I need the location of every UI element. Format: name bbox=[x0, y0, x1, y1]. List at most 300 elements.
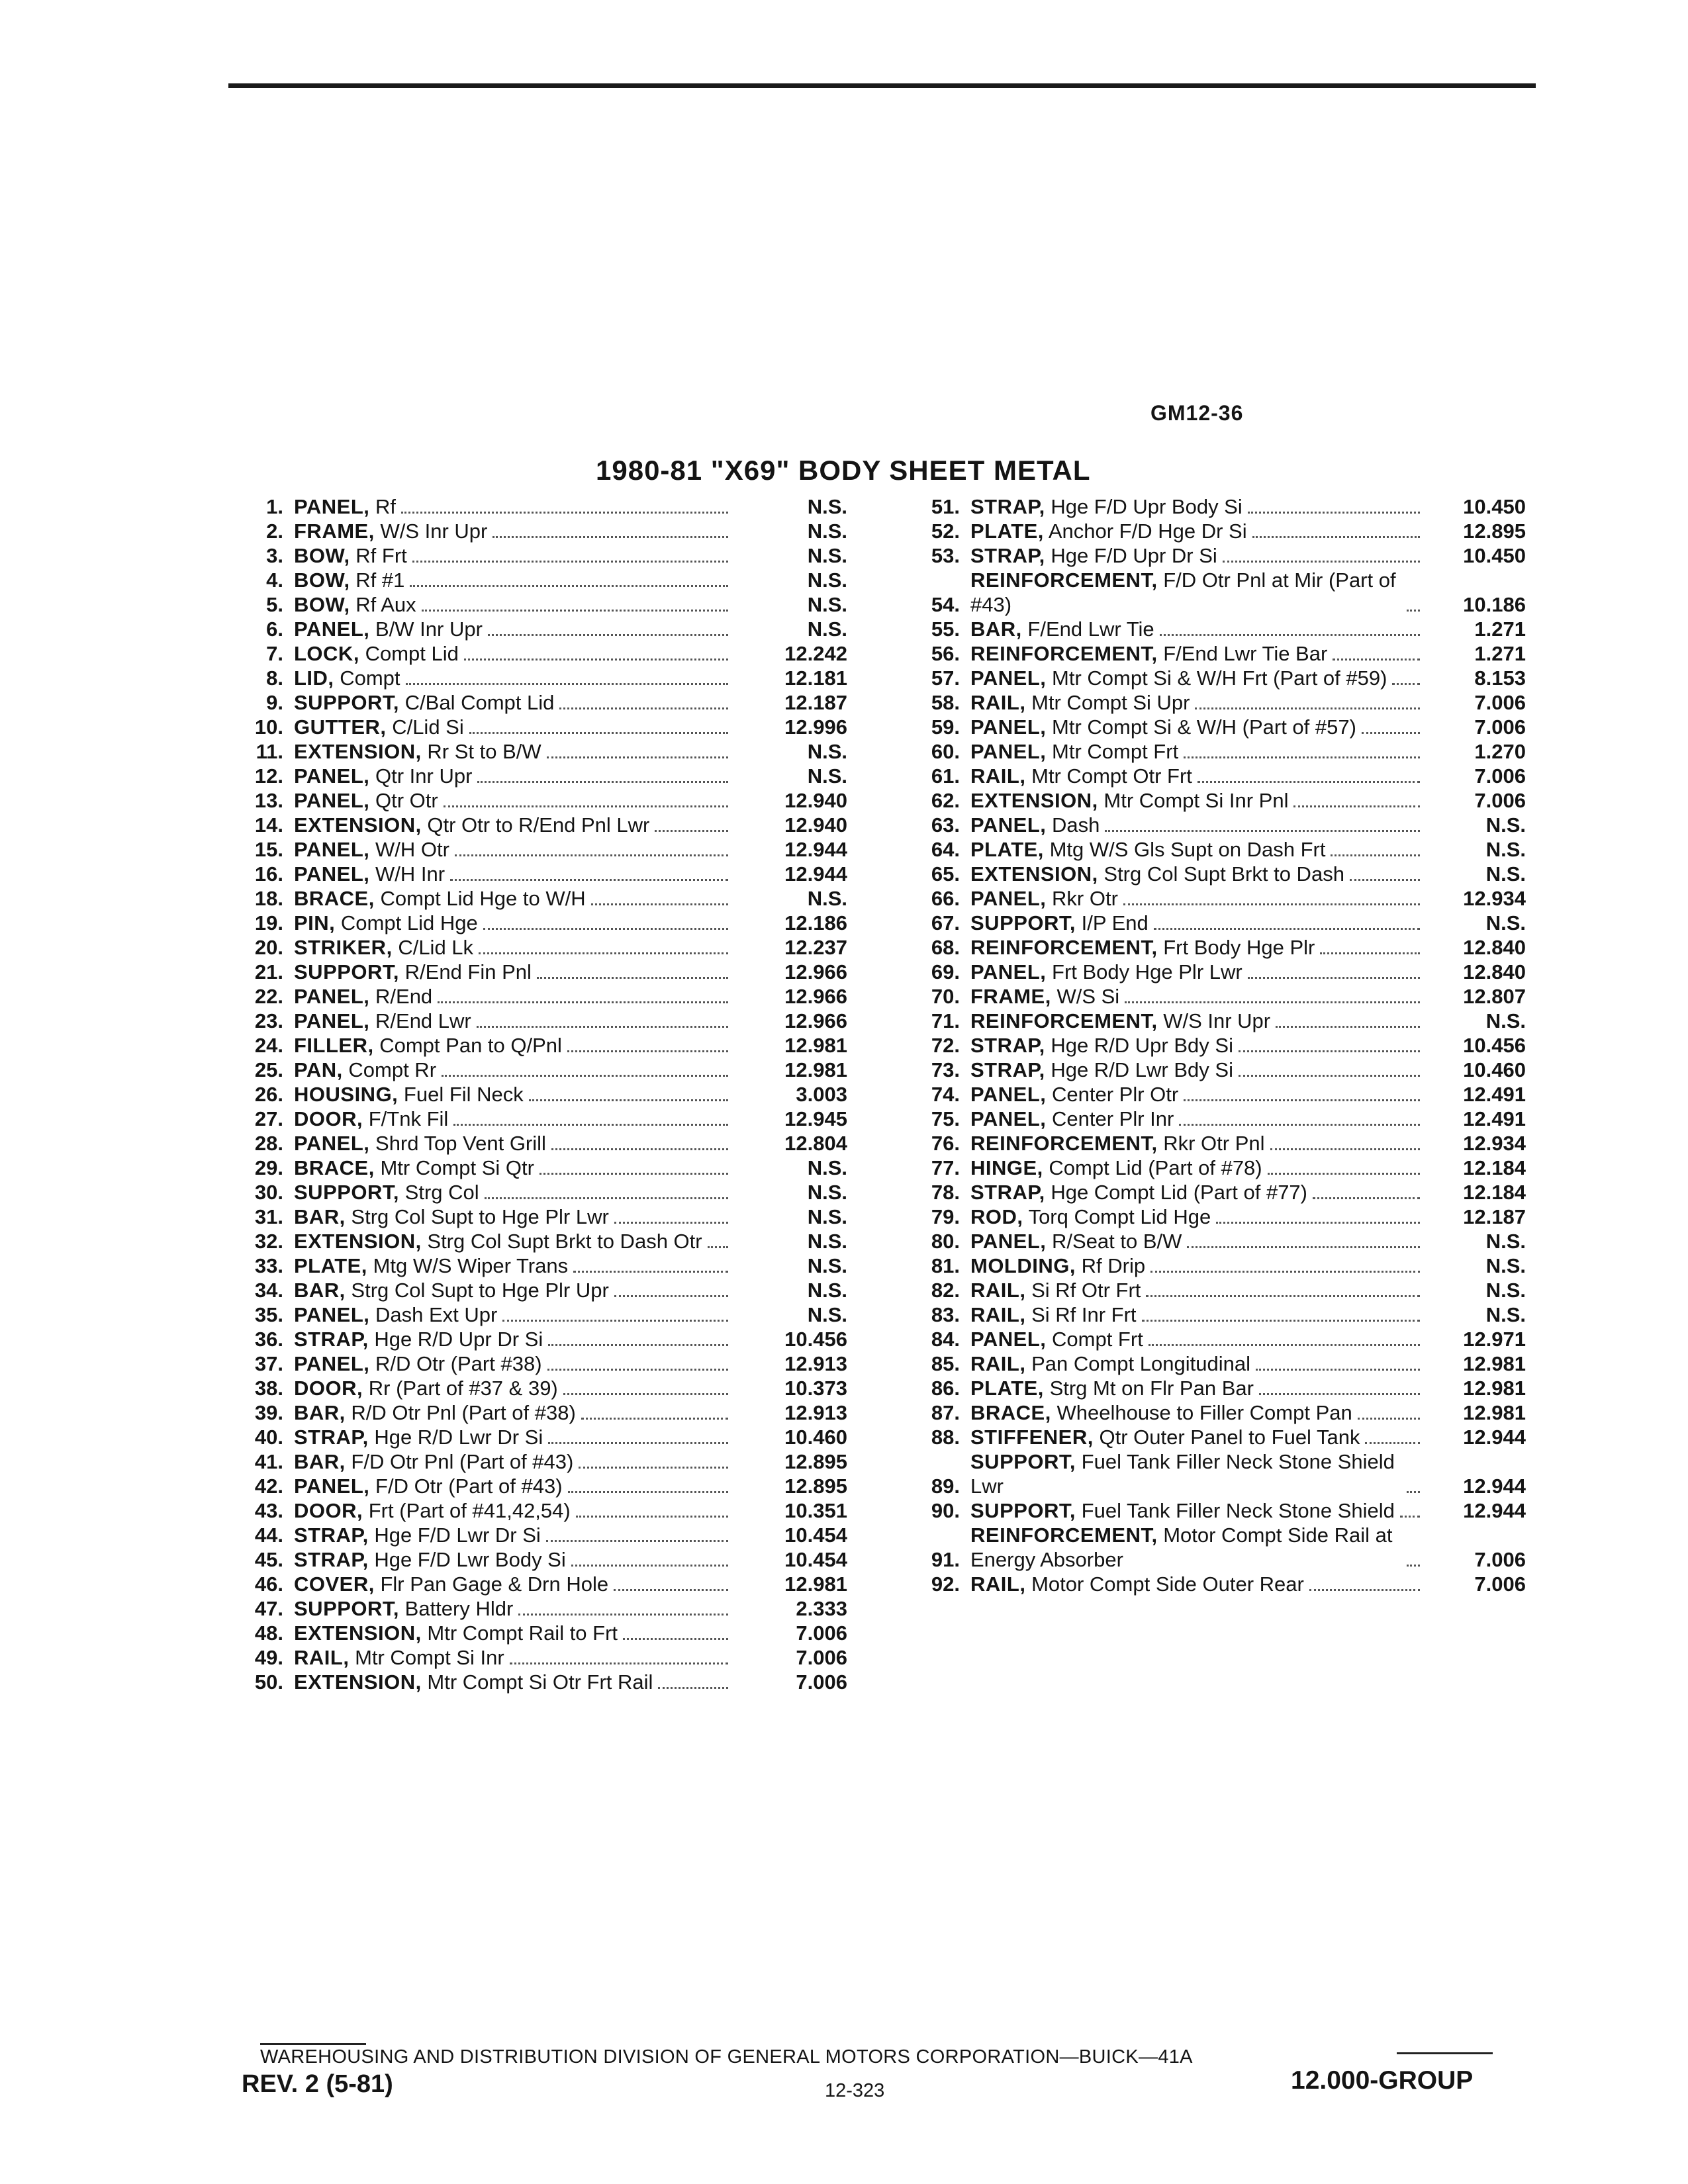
part-item bbox=[232, 543, 847, 568]
part-item bbox=[907, 641, 1526, 666]
part-detail: Strg Mt on Flr Pan Bar bbox=[1049, 1377, 1254, 1400]
part-number: 53. bbox=[931, 544, 960, 567]
part-detail: Rf #1 bbox=[355, 569, 405, 592]
dot-leader bbox=[510, 1662, 728, 1664]
part-detail: Strg Col Supt to Hge Plr Lwr bbox=[351, 1205, 609, 1228]
part-description bbox=[294, 1327, 543, 1351]
part-number: 63. bbox=[931, 813, 960, 837]
part-name: PANEL, bbox=[294, 1352, 370, 1375]
dot-leader bbox=[537, 977, 728, 979]
part-name: REINFORCEMENT, bbox=[970, 1009, 1158, 1032]
dot-leader bbox=[591, 903, 728, 905]
footer-rule-left bbox=[260, 2043, 366, 2045]
page-title: 1980-81 "X69" BODY SHEET METAL bbox=[596, 455, 1091, 486]
group-number: 7.006 bbox=[1474, 715, 1526, 739]
part-name: EXTENSION, bbox=[294, 740, 422, 763]
part-name: STRAP, bbox=[294, 1548, 369, 1571]
dot-leader bbox=[547, 1369, 728, 1371]
part-name: PANEL, bbox=[970, 1107, 1047, 1130]
document-code: GM12-36 bbox=[1150, 401, 1244, 425]
part-name: PANEL, bbox=[970, 715, 1047, 739]
part-number: 10. bbox=[254, 715, 283, 739]
group-number: 8.153 bbox=[1474, 666, 1526, 690]
part-name: DOOR, bbox=[294, 1377, 363, 1400]
part-name: BAR, bbox=[294, 1401, 346, 1424]
part-number: 84. bbox=[931, 1328, 960, 1351]
dot-leader bbox=[477, 1026, 728, 1028]
part-number: 38. bbox=[254, 1377, 283, 1400]
part-name: EXTENSION, bbox=[294, 813, 422, 837]
part-description bbox=[970, 1376, 1254, 1400]
dot-leader bbox=[406, 683, 729, 685]
part-detail: Dash bbox=[1052, 813, 1100, 837]
part-name: SUPPORT, bbox=[294, 1181, 400, 1204]
part-name: PANEL, bbox=[970, 960, 1047, 983]
part-detail: C/Bal Compt Lid bbox=[404, 691, 555, 714]
part-description bbox=[970, 1205, 1211, 1229]
group-number: 3.003 bbox=[796, 1083, 847, 1106]
part-description bbox=[294, 1572, 608, 1596]
dot-leader bbox=[1268, 1173, 1420, 1175]
group-number: 12.895 bbox=[1463, 520, 1526, 543]
part-description bbox=[294, 984, 432, 1009]
part-number: 69. bbox=[931, 960, 960, 983]
part-name: STRAP, bbox=[970, 495, 1045, 518]
part-number: 2. bbox=[266, 520, 283, 543]
part-item bbox=[232, 1498, 847, 1523]
part-detail: F/D Otr Pnl (Part of #43) bbox=[351, 1450, 574, 1473]
part-detail: Hge R/D Lwr Bdy Si bbox=[1051, 1058, 1233, 1081]
part-number: 72. bbox=[931, 1034, 960, 1057]
part-number: 91. bbox=[931, 1548, 960, 1571]
part-detail: Rkr Otr Pnl bbox=[1163, 1132, 1265, 1155]
part-number: 76. bbox=[931, 1132, 960, 1155]
group-number: 12.981 bbox=[1463, 1401, 1526, 1424]
part-name: PANEL, bbox=[970, 666, 1047, 690]
part-item bbox=[907, 1400, 1526, 1425]
part-name: PLATE, bbox=[970, 1377, 1044, 1400]
group-number: 10.351 bbox=[784, 1499, 847, 1522]
part-item bbox=[232, 911, 847, 935]
group-number: 12.187 bbox=[784, 691, 847, 714]
group-number: 12.491 bbox=[1463, 1107, 1526, 1130]
part-detail: Dash Ext Upr bbox=[375, 1303, 498, 1326]
part-detail: Compt Lid (Part of #78) bbox=[1049, 1156, 1262, 1179]
part-item bbox=[907, 886, 1526, 911]
dot-leader bbox=[464, 659, 728, 660]
part-description bbox=[294, 1425, 543, 1449]
part-name: PANEL, bbox=[294, 838, 370, 861]
part-detail: Flr Pan Gage & Drn Hole bbox=[380, 1572, 609, 1596]
part-name: BRACE, bbox=[294, 1156, 375, 1179]
part-detail: Mtr Compt Si Otr Frt Rail bbox=[427, 1670, 653, 1694]
part-description bbox=[294, 813, 649, 837]
part-number: 49. bbox=[254, 1646, 283, 1669]
part-detail: Rr (Part of #37 & 39) bbox=[368, 1377, 558, 1400]
part-detail: Wheelhouse to Filler Compt Pan bbox=[1056, 1401, 1352, 1424]
part-item bbox=[907, 690, 1526, 715]
part-item bbox=[907, 1302, 1526, 1327]
part-item bbox=[232, 960, 847, 984]
part-description bbox=[970, 666, 1387, 690]
part-detail: Center Plr Inr bbox=[1052, 1107, 1174, 1130]
part-name: RAIL, bbox=[970, 1303, 1026, 1326]
part-detail: Mtg W/S Gls Supt on Dash Frt bbox=[1049, 838, 1326, 861]
part-number: 34. bbox=[254, 1279, 283, 1302]
footer-rule-right bbox=[1397, 2052, 1493, 2054]
dot-leader bbox=[1407, 1491, 1420, 1493]
part-number: 75. bbox=[931, 1107, 960, 1130]
part-detail: Fuel Tank Filler Neck Stone Shield bbox=[1081, 1499, 1395, 1522]
dot-leader bbox=[1248, 512, 1420, 514]
part-name: PLATE, bbox=[294, 1254, 367, 1277]
part-name: BAR, bbox=[294, 1450, 346, 1473]
part-number: 71. bbox=[931, 1009, 960, 1032]
part-number: 44. bbox=[254, 1524, 283, 1547]
part-description bbox=[970, 1523, 1401, 1572]
part-detail: Torq Compt Lid Hge bbox=[1028, 1205, 1211, 1228]
group-number: 7.006 bbox=[796, 1646, 847, 1669]
part-number: 37. bbox=[254, 1352, 283, 1375]
group-number: 12.981 bbox=[784, 1572, 847, 1596]
part-number: 85. bbox=[931, 1352, 960, 1375]
group-number: 7.006 bbox=[796, 1621, 847, 1645]
part-detail: F/End Lwr Tie bbox=[1027, 617, 1154, 641]
part-number: 45. bbox=[254, 1548, 283, 1571]
group-number: 12.186 bbox=[784, 911, 847, 934]
part-number: 21. bbox=[254, 960, 283, 983]
group-number: N.S. bbox=[1485, 813, 1526, 837]
part-number: 18. bbox=[254, 887, 283, 910]
part-detail: Hge R/D Lwr Dr Si bbox=[374, 1426, 543, 1449]
part-item bbox=[907, 935, 1526, 960]
part-description bbox=[294, 690, 554, 715]
part-detail: R/Seat to B/W bbox=[1052, 1230, 1182, 1253]
part-number: 31. bbox=[254, 1205, 283, 1228]
part-detail: Shrd Top Vent Grill bbox=[375, 1132, 546, 1155]
group-number: N.S. bbox=[807, 593, 847, 616]
group-number: N.S. bbox=[1485, 1279, 1526, 1302]
parts-list-right bbox=[907, 494, 1526, 1596]
part-number: 48. bbox=[254, 1621, 283, 1645]
group-number: 12.981 bbox=[1463, 1352, 1526, 1375]
group-number: N.S. bbox=[807, 569, 847, 592]
part-number: 92. bbox=[931, 1572, 960, 1596]
part-number: 78. bbox=[931, 1181, 960, 1204]
dot-leader bbox=[658, 1687, 728, 1689]
part-description bbox=[970, 764, 1192, 788]
part-item bbox=[232, 1670, 847, 1694]
part-number: 52. bbox=[931, 520, 960, 543]
dot-leader bbox=[708, 1246, 728, 1248]
dot-leader bbox=[614, 1295, 728, 1297]
part-detail: Rf Aux bbox=[355, 593, 416, 616]
part-description bbox=[294, 666, 400, 690]
group-number: 12.944 bbox=[784, 862, 847, 886]
part-detail: C/Lid Si bbox=[392, 715, 464, 739]
top-rule bbox=[228, 83, 1536, 88]
part-number: 51. bbox=[931, 495, 960, 518]
part-item bbox=[232, 568, 847, 592]
dot-leader bbox=[1293, 805, 1420, 807]
part-name: RAIL, bbox=[294, 1646, 350, 1669]
part-description bbox=[294, 1523, 541, 1547]
part-detail: W/S Inr Upr bbox=[1163, 1009, 1271, 1032]
dot-leader bbox=[1146, 1295, 1420, 1297]
group-number: N.S. bbox=[807, 887, 847, 910]
part-name: PANEL, bbox=[294, 985, 370, 1008]
part-detail: Compt bbox=[340, 666, 400, 690]
part-name: BRACE, bbox=[970, 1401, 1051, 1424]
part-item bbox=[907, 984, 1526, 1009]
part-description bbox=[294, 911, 478, 935]
part-name: REINFORCEMENT, bbox=[970, 569, 1158, 592]
part-number: 40. bbox=[254, 1426, 283, 1449]
group-number: 12.181 bbox=[784, 666, 847, 690]
part-number: 74. bbox=[931, 1083, 960, 1106]
part-item bbox=[232, 715, 847, 739]
dot-leader bbox=[579, 1467, 728, 1469]
part-number: 82. bbox=[931, 1279, 960, 1302]
part-item bbox=[232, 494, 847, 519]
group-number: 12.944 bbox=[1463, 1499, 1526, 1522]
dot-leader bbox=[623, 1638, 728, 1640]
part-detail: Battery Hldr bbox=[404, 1597, 514, 1620]
dot-leader bbox=[551, 1148, 728, 1150]
dot-leader bbox=[483, 928, 728, 930]
part-name: BAR, bbox=[294, 1279, 346, 1302]
group-number: 10.186 bbox=[1463, 593, 1526, 616]
part-detail: Qtr Inr Upr bbox=[375, 764, 473, 788]
part-item bbox=[232, 1376, 847, 1400]
dot-leader bbox=[1195, 707, 1420, 709]
group-number: 10.450 bbox=[1463, 495, 1526, 518]
part-detail: Rkr Otr bbox=[1052, 887, 1118, 910]
part-description bbox=[294, 1156, 534, 1180]
part-detail: Frt Body Hge Plr Lwr bbox=[1052, 960, 1243, 983]
part-number: 43. bbox=[254, 1499, 283, 1522]
part-detail: Mtr Compt Otr Frt bbox=[1031, 764, 1192, 788]
part-description bbox=[970, 1156, 1262, 1180]
part-item bbox=[232, 1425, 847, 1449]
part-name: STRAP, bbox=[970, 1058, 1045, 1081]
group-number: 12.184 bbox=[1463, 1181, 1526, 1204]
part-detail: Hge R/D Upr Bdy Si bbox=[1051, 1034, 1233, 1057]
dot-leader bbox=[548, 1442, 728, 1444]
part-name: STRAP, bbox=[294, 1328, 369, 1351]
part-item bbox=[232, 641, 847, 666]
dot-leader bbox=[576, 1516, 728, 1518]
part-item bbox=[907, 813, 1526, 837]
part-number: 13. bbox=[254, 789, 283, 812]
dot-leader bbox=[1239, 1050, 1420, 1052]
revision-label: REV. 2 (5-81) bbox=[242, 2070, 393, 2098]
part-name: RAIL, bbox=[970, 691, 1026, 714]
part-item bbox=[232, 1449, 847, 1474]
part-description bbox=[294, 862, 445, 886]
part-description bbox=[970, 1180, 1307, 1205]
part-name: DOOR, bbox=[294, 1107, 363, 1130]
dot-leader bbox=[442, 1075, 728, 1077]
group-number: 12.981 bbox=[784, 1058, 847, 1081]
part-name: REINFORCEMENT, bbox=[970, 1524, 1158, 1547]
part-item bbox=[907, 1205, 1526, 1229]
dot-leader bbox=[1216, 1222, 1420, 1224]
group-number: N.S. bbox=[1485, 1230, 1526, 1253]
group-number: 12.491 bbox=[1463, 1083, 1526, 1106]
part-name: PLATE, bbox=[970, 838, 1044, 861]
part-name: PLATE, bbox=[970, 520, 1044, 543]
part-number: 86. bbox=[931, 1377, 960, 1400]
group-label: 12.000-GROUP bbox=[1291, 2066, 1474, 2095]
part-description bbox=[294, 1278, 609, 1302]
part-detail: Rf Drip bbox=[1081, 1254, 1146, 1277]
group-number: N.S. bbox=[807, 520, 847, 543]
part-name: STRAP, bbox=[294, 1426, 369, 1449]
part-description bbox=[970, 1572, 1304, 1596]
dot-leader bbox=[444, 805, 728, 807]
group-number: N.S. bbox=[807, 740, 847, 763]
part-description bbox=[970, 1278, 1141, 1302]
part-item bbox=[907, 519, 1526, 543]
part-number: 5. bbox=[266, 593, 283, 616]
group-number: 7.006 bbox=[1474, 764, 1526, 788]
part-description bbox=[294, 1180, 479, 1205]
group-number: 12.840 bbox=[1463, 936, 1526, 959]
part-item bbox=[907, 1498, 1526, 1523]
dot-leader bbox=[1392, 683, 1420, 685]
part-item bbox=[232, 1351, 847, 1376]
dot-leader bbox=[1362, 732, 1420, 734]
part-description bbox=[294, 568, 404, 592]
dot-leader bbox=[488, 634, 728, 636]
part-detail: B/W Inr Upr bbox=[375, 617, 483, 641]
group-number: 12.966 bbox=[784, 1009, 847, 1032]
dot-leader bbox=[438, 1001, 728, 1003]
part-item bbox=[232, 1009, 847, 1033]
part-item bbox=[907, 543, 1526, 568]
part-item bbox=[907, 739, 1526, 764]
dot-leader bbox=[567, 1050, 728, 1052]
dot-leader bbox=[548, 1344, 728, 1346]
part-item bbox=[232, 813, 847, 837]
part-description bbox=[970, 813, 1100, 837]
part-name: STIFFENER, bbox=[970, 1426, 1094, 1449]
part-description bbox=[970, 960, 1243, 984]
dot-leader bbox=[410, 585, 728, 587]
part-detail: Compt Lid Hge to W/H bbox=[380, 887, 586, 910]
part-item bbox=[907, 911, 1526, 935]
part-description bbox=[294, 1449, 573, 1474]
part-number: 46. bbox=[254, 1572, 283, 1596]
dot-leader bbox=[485, 1197, 728, 1199]
dot-leader bbox=[559, 707, 728, 709]
part-item bbox=[232, 1572, 847, 1596]
dot-leader bbox=[1142, 1320, 1420, 1322]
part-detail: Hge F/D Upr Body Si bbox=[1051, 495, 1243, 518]
part-name: PIN, bbox=[294, 911, 336, 934]
part-description bbox=[294, 788, 438, 813]
part-item bbox=[907, 1082, 1526, 1107]
dot-leader bbox=[412, 561, 728, 563]
dot-leader bbox=[455, 854, 728, 856]
part-description bbox=[294, 1670, 653, 1694]
part-description bbox=[294, 1645, 504, 1670]
part-number: 59. bbox=[931, 715, 960, 739]
group-number: 12.184 bbox=[1463, 1156, 1526, 1179]
dot-leader bbox=[563, 1393, 728, 1395]
part-number: 6. bbox=[266, 617, 283, 641]
part-description bbox=[294, 1400, 576, 1425]
dot-leader bbox=[1365, 1442, 1420, 1444]
part-name: REINFORCEMENT, bbox=[970, 1132, 1158, 1155]
part-description bbox=[970, 837, 1325, 862]
part-description bbox=[970, 984, 1119, 1009]
part-item bbox=[232, 984, 847, 1009]
dot-leader bbox=[1259, 1393, 1420, 1395]
part-detail: Hge F/D Lwr Dr Si bbox=[374, 1524, 541, 1547]
part-item bbox=[907, 1376, 1526, 1400]
part-detail: Compt Lid bbox=[365, 642, 459, 665]
part-item bbox=[232, 1205, 847, 1229]
part-description bbox=[294, 1082, 524, 1107]
part-detail: Compt Rr bbox=[348, 1058, 437, 1081]
part-item bbox=[907, 862, 1526, 886]
part-item bbox=[907, 1058, 1526, 1082]
part-detail: Strg Col Supt Brkt to Dash Otr bbox=[427, 1230, 702, 1253]
part-name: ROD, bbox=[970, 1205, 1023, 1228]
part-item bbox=[907, 1156, 1526, 1180]
part-name: PAN, bbox=[294, 1058, 343, 1081]
part-item bbox=[907, 837, 1526, 862]
part-name: PANEL, bbox=[970, 740, 1047, 763]
group-number: 10.450 bbox=[1463, 544, 1526, 567]
part-item bbox=[907, 666, 1526, 690]
dot-leader bbox=[1252, 536, 1420, 538]
part-description bbox=[970, 1425, 1360, 1449]
part-name: EXTENSION, bbox=[294, 1621, 422, 1645]
part-detail: Qtr Outer Panel to Fuel Tank bbox=[1099, 1426, 1360, 1449]
dot-leader bbox=[1320, 952, 1420, 954]
part-number: 79. bbox=[931, 1205, 960, 1228]
part-name: FRAME, bbox=[294, 520, 375, 543]
part-item bbox=[907, 1033, 1526, 1058]
part-name: COVER, bbox=[294, 1572, 375, 1596]
part-number: 24. bbox=[254, 1034, 283, 1057]
dot-leader bbox=[1184, 756, 1420, 758]
part-name: STRAP, bbox=[970, 1181, 1045, 1204]
part-description bbox=[970, 1033, 1233, 1058]
part-description bbox=[970, 1351, 1250, 1376]
dot-leader bbox=[1407, 610, 1420, 612]
part-name: PANEL, bbox=[294, 1132, 370, 1155]
part-detail: Hge R/D Upr Dr Si bbox=[374, 1328, 543, 1351]
part-item bbox=[232, 592, 847, 617]
part-name: EXTENSION, bbox=[970, 862, 1098, 886]
part-item bbox=[232, 519, 847, 543]
part-item bbox=[232, 886, 847, 911]
part-number: 33. bbox=[254, 1254, 283, 1277]
part-item bbox=[232, 764, 847, 788]
dot-leader bbox=[502, 1320, 728, 1322]
dot-leader bbox=[614, 1222, 728, 1224]
group-number: N.S. bbox=[807, 1205, 847, 1228]
group-number: 10.373 bbox=[784, 1377, 847, 1400]
part-description bbox=[294, 1131, 546, 1156]
part-description bbox=[970, 543, 1217, 568]
group-number: 7.006 bbox=[796, 1670, 847, 1694]
group-number: 12.996 bbox=[784, 715, 847, 739]
